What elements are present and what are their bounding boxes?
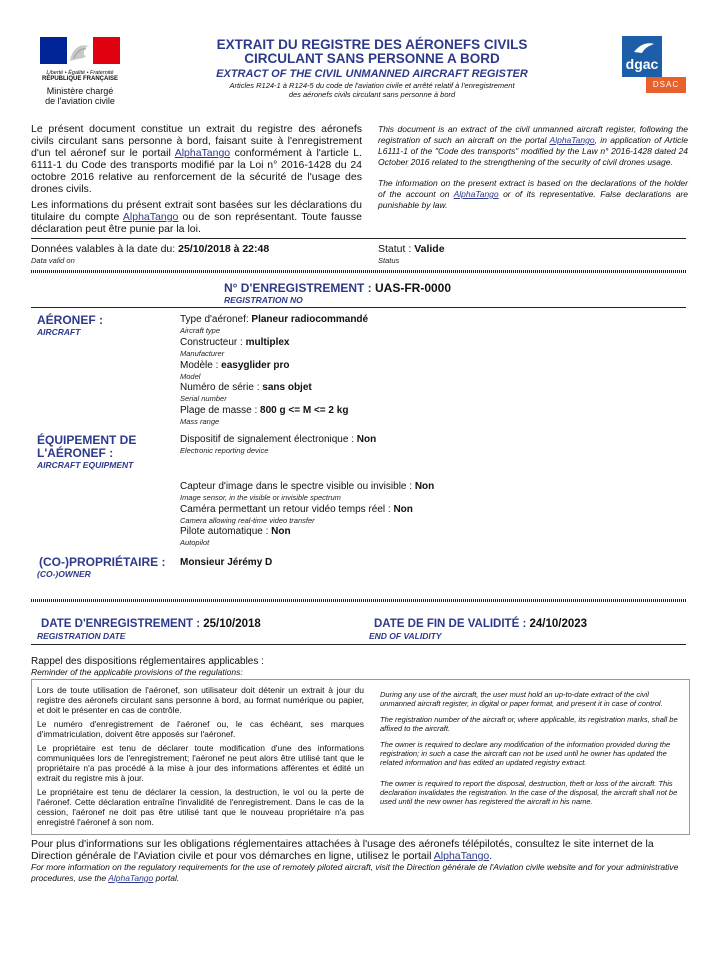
footer-en: For more information on the regulatory requirements for the use of remotely piloted aircraft, visit the Direction générale de l'Aviation civile website and for your administrative procedures, use the AlphaTango portal. [31, 862, 679, 883]
reminder-fr-item: Le propriétaire est tenu de déclarer toute modification d'une des informations communiquées lors de l'enregistrement; l'aéronef ne peut alors être utilisé tant que le propriétaire n'a pas procédé à la mise à jour des informations afférentes et édité un extrait du registre mis à jour. [37, 743, 364, 783]
title-fr-line-1: EXTRAIT DU REGISTRE DES AÉRONEFS CIVILS [216, 37, 528, 52]
intro-fr [31, 123, 362, 235]
registration-date-value: 25/10/2018 [203, 618, 261, 630]
alphatango-link[interactable]: AlphaTango [108, 873, 154, 883]
alphatango-link[interactable]: AlphaTango [549, 135, 595, 145]
footer-fr: Pour plus d'informations sur les obligations réglementaires attachées à l'usage des aéronefs télépilotés, consultez le site internet de la Direction générale de l'Aviation civile et pour vos démarches en ligne, utilisez le portail AlphaTango. [31, 838, 654, 862]
reminder-en-item: The owner is required to declare any modification of the information provided during the registration; in such a case the aircraft can not be used until he owner has updated the related information and has edited an updated registry extract. [380, 740, 671, 767]
alphatango-link[interactable]: AlphaTango [453, 189, 499, 199]
end-of-validity-value: 24/10/2023 [529, 618, 588, 630]
dgac-logo [622, 36, 686, 93]
alphatango-link[interactable]: AlphaTango [122, 211, 179, 223]
dsac-block: DSAC [646, 77, 686, 93]
equipment-section-title: ÉQUIPEMENT DE L'AÉRONEF : AIRCRAFT EQUIPMENT [37, 433, 137, 470]
divider [31, 238, 686, 239]
reminder-fr-item: Lors de toute utilisation de l'aéronef, son utilisateur doit détenir un extrait à jour du registre des aéronefs circulant sans personne à bord, au format numérique ou papier, et doit le présenter en cas de contrôle. [37, 685, 364, 715]
bird-icon [622, 38, 662, 58]
image-sensor: Capteur d'image dans le spectre visible ou invisible : Non Image sensor, in the visible or invisible spectrum [180, 481, 435, 502]
data-valid-date: 25/10/2018 à 22:48 [178, 243, 270, 255]
title-fr-line-2: CIRCULANT SANS PERSONNE A BORD [244, 51, 500, 66]
serial-number: Numéro de série : sans objet Serial number [180, 382, 312, 403]
gov-name: RÉPUBLIQUE FRANÇAISE [41, 76, 118, 82]
dgac-block [622, 36, 662, 77]
status: Statut : Valide Status [378, 243, 445, 265]
divider [31, 644, 686, 645]
divider [31, 270, 686, 273]
end-of-validity-en: END OF VALIDITY [369, 631, 442, 641]
intro-fr-paragraph-1: Le présent document constitue un extrait du registre des aéronefs civils circulant sans personne à bord, faisant suite à l'enregistrement d'un tel aéronef sur le portail AlphaTango conformément à l'article L. 6111-1 du Code des transports modifié par la Loi n° 2016-1428 du 24 octobre 2016 relative au renforcement de la sécurité de l'usage des drones civils. [31, 123, 362, 195]
marianne-flag-icon [40, 37, 120, 64]
electronic-reporting-device: Dispositif de signalement électronique : Non Electronic reporting device [180, 434, 377, 455]
owner-name: Monsieur Jérémy D [180, 557, 273, 568]
dgac-text: dgac [625, 56, 659, 72]
reminder-title: Rappel des dispositions réglementaires applicables : Reminder of the applicable provisions of the regulations: [31, 656, 264, 677]
ministry-line-1: Ministère chargé [46, 86, 114, 96]
title-en: EXTRACT OF THE CIVIL UNMANNED AIRCRAFT REGISTER [216, 68, 528, 80]
autopilot: Pilote automatique : Non Autopilot [180, 526, 291, 547]
articles-line-1: Articles R124-1 à R124-5 du code de l'aviation civile et arrêté relatif à l'enregistrement [229, 81, 515, 90]
aircraft-type: Type d'aéronef: Planeur radiocommandé Aircraft type [180, 314, 369, 335]
aircraft-section-title: AÉRONEF : AIRCRAFT [37, 313, 103, 337]
republique-logo [40, 37, 120, 82]
intro-fr-paragraph-2: Les informations du présent extrait sont basées sur les déclarations du titulaire du compte AlphaTango ou de son représentant. Toute fausse déclaration peut être punie par la loi. [31, 199, 362, 235]
owner-section-title: (CO-)PROPRIÉTAIRE : (CO-)OWNER [37, 555, 166, 579]
end-of-validity: DATE DE FIN DE VALIDITÉ : 24/10/2023 END OF VALIDITY [369, 618, 588, 641]
alphatango-link[interactable]: AlphaTango [433, 850, 490, 862]
alphatango-link[interactable]: AlphaTango [174, 147, 231, 159]
intro-en [378, 124, 688, 211]
articles-line-2: des aéronefs civils circulant sans personne à bord [288, 90, 456, 99]
registration-date: DATE D'ENREGISTREMENT : 25/10/2018 REGISTRATION DATE [37, 618, 261, 641]
gov-motto: Liberté • Égalité • Fraternité [46, 70, 114, 76]
intro-en-paragraph-2: The information on the present extract is based on the declarations of the holder of the account on AlphaTango or of its representative. False declarations are punishable by law. [378, 178, 688, 210]
data-valid-on: Données valables à la date du: 25/10/2018 à 22:48 Data valid on [31, 243, 270, 265]
ministry-label [30, 86, 130, 106]
data-valid-on-en: Data valid on [31, 256, 75, 265]
registration-value: UAS-FR-0000 [375, 281, 452, 295]
status-value: Valide [414, 243, 445, 255]
reminder-en-item: The registration number of the aircraft or, where applicable, its registration marks, shall be affixed to the aircraft. [380, 715, 678, 733]
model: Modèle : easyglider pro Model [180, 360, 290, 381]
registration-label-en: REGISTRATION NO [224, 295, 303, 305]
reminder-en-item: The owner is required to report the disposal, destruction, theft or loss of the aircraft. This declaration invalidates the registration. In the case of the disposal, the aircraft shall not be used until the new owner has registered the aircraft in his name. [380, 779, 678, 806]
registration-number: N° D'ENREGISTREMENT : UAS-FR-0000 REGISTRATION NO [224, 281, 452, 305]
divider [31, 599, 686, 602]
ministry-line-2: de l'aviation civile [45, 96, 115, 106]
intro-en-paragraph-1: This document is an extract of the civil unmanned aircraft register, following the registration of such an aircraft on the portal AlphaTango, in application of Article L6111-1 of the "Code des transports" modified by the Law n° 2016-1428 dated 24 October 2016 related to the strengthening of the security of civil drones usage. [378, 124, 688, 167]
manufacturer: Constructeur : multiplex Manufacturer [180, 337, 290, 358]
status-en: Status [378, 256, 400, 265]
video-camera: Caméra permettant un retour vidéo temps réel : Non Camera allowing real-time video transfer [180, 504, 413, 525]
document-title [145, 38, 599, 99]
mass-range: Plage de masse : 800 g <= M <= 2 kg Mass range [180, 405, 349, 426]
reminder-fr [37, 685, 364, 827]
reminder-fr-item: Le numéro d'enregistrement de l'aéronef ou, le cas échéant, ses marques d'immatriculation, doivent être apposés sur l'aéronef. [37, 719, 364, 739]
reminder-en [380, 690, 685, 806]
divider [31, 307, 686, 308]
reminder-en-item: During any use of the aircraft, the user must hold an up-to-date extract of the civil unmanned aircraft register, in digital or paper format, and present it in case of control. [380, 690, 663, 708]
registration-date-en: REGISTRATION DATE [37, 631, 126, 641]
reminder-fr-item: Le propriétaire est tenu de déclarer la cession, la destruction, le vol ou la perte de l'aéronef. Cette déclaration entraîne l'invalidité de l'enregistrement. Dans le cas de la cession, l'aéronef ne doit pas être utilisé tant que le nouveau propriétaire n'a pas enregistré l'aéronef à son nom. [37, 787, 364, 827]
